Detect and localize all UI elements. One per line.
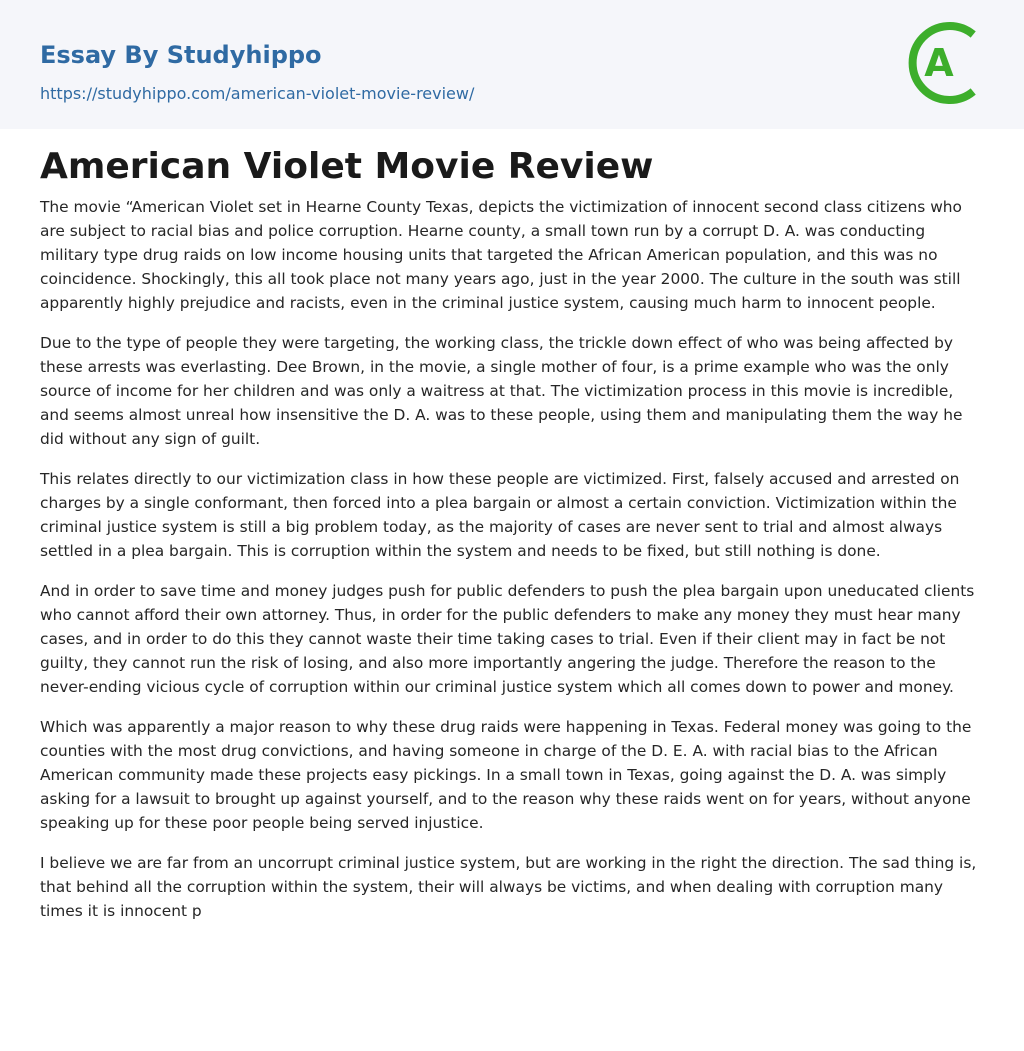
article-paragraph: Due to the type of people they were targeting, the working class, the trickle down effect of who was being affected by these arrests was everlasting. Dee Brown, in the movie, a single mother of four, is a prime example who was the only source of income for her children and was only a waitress at that. The victimization process in this movie is incredible, and seems almost unreal how insensitive the D. A. was to these people, using them and manipulating them the way he did without any sign of guilt. [40, 334, 963, 448]
source-url-link[interactable]: https://studyhippo.com/american-violet-movie-review/ [40, 84, 475, 103]
site-header [0, 0, 1024, 129]
studyhippo-logo-icon[interactable] [908, 18, 988, 108]
article-paragraph: I believe we are far from an uncorrupt criminal justice system, but are working in the right the direction. The sad thing is, that behind all the corruption within the system, their will always be victims, and when dealing with corruption many times it is innocent p [40, 854, 977, 920]
logo-letter: A [924, 41, 954, 85]
article-paragraph: This relates directly to our victimization class in how these people are victimized. First, falsely accused and arrested on charges by a single conformant, then forced into a plea bargain or almost a certain conviction. Victimization within the criminal justice system is still a big problem today, as the majority of cases are never sent to trial and almost always settled in a plea bargain. This is corruption within the system and needs to be fixed, but still nothing is done. [40, 470, 960, 560]
article-body [40, 195, 984, 939]
article-paragraph: The movie “American Violet set in Hearne County Texas, depicts the victimization of innocent second class citizens who are subject to racial bias and police corruption. Hearne county, a small town run by a corrupt D. A. was conducting military type drug raids on low income housing units that targeted the African American population, and this was no coincidence. Shockingly, this all took place not many years ago, just in the year 2000. The culture in the south was still apparently highly prejudice and racists, even in the criminal justice system, causing much harm to innocent people. [40, 198, 962, 312]
article-title: American Violet Movie Review [40, 146, 654, 187]
article-paragraph: And in order to save time and money judges push for public defenders to push the plea bargain upon uneducated clients who cannot afford their own attorney. Thus, in order for the public defenders to make any money they must hear many cases, and in order to do this they cannot waste their time taking cases to trial. Even if their client may in fact be not guilty, they cannot run the risk of losing, and also more importantly angering the judge. Therefore the reason to the never-ending vicious cycle of corruption within our criminal justice system which all comes down to power and money. [40, 582, 975, 696]
site-brand[interactable]: Essay By Studyhippo [40, 41, 322, 69]
article-paragraph: Which was apparently a major reason to why these drug raids were happening in Texas. Federal money was going to the counties with the most drug convictions, and having someone in charge of the D. E. A. with racial bias to the African American community made these projects easy pickings. In a small town in Texas, going against the D. A. was simply asking for a lawsuit to brought up against yourself, and to the reason why these raids went on for years, without anyone speaking up for these poor people being served injustice. [40, 718, 972, 832]
